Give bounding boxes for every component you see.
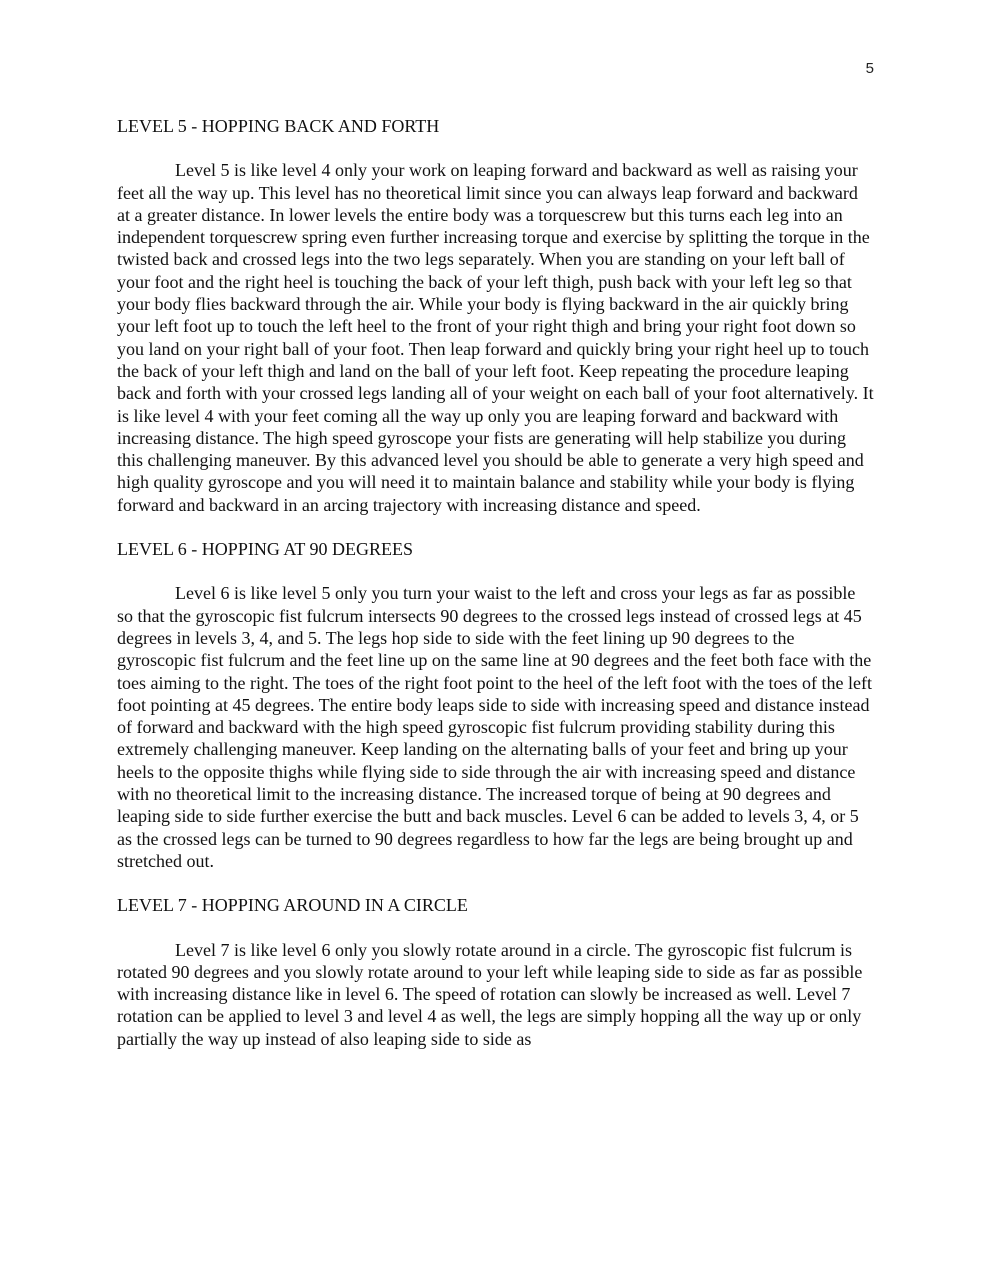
- section-heading-level-6: LEVEL 6 - HOPPING AT 90 DEGREES: [117, 539, 413, 560]
- paragraph-level-5: Level 5 is like level 4 only your work on leaping forward and backward as well as raising your feet all the way up. This level has no theoretical limit since you can always leap forward and backward at a greater distance. In lower levels the entire body was a torquescrew but this turns each leg into an independent torquescrew spring even further increasing torque and exercise by splitting the torque in the twisted back and crossed legs into the two legs separately. When you are standing on your left ball of your foot and the right heel is touching the back of your left thigh, push back with your left leg so that your body flies backward through the air. While your body is flying backward in the air quickly bring your left foot up to touch the left heel to the front of your right thigh and bring your right foot down so you land on your right ball of your foot. Then leap forward and quickly bring your right heel up to touch the back of your left thigh and land on the ball of your left foot. Keep repeating the procedure leaping back and forth with your crossed legs landing all of your weight on each ball of your foot alternatively. It is like level 4 with your feet coming all the way up only you are leaping forward and backward with increasing distance. The high speed gyroscope your fists are generating will help stabilize you during this challenging maneuver. By this advanced level you should be able to generate a very high speed and high quality gyroscope and you will need it to maintain balance and stability while your body is flying forward and backward in an arcing trajectory with increasing distance and speed.: [117, 160, 874, 515]
- paragraph-level-7: Level 7 is like level 6 only you slowly rotate around in a circle. The gyroscopic fist fulcrum is rotated 90 degrees and you slowly rotate around to your left while leaping side to side as far as possible with increasing distance like in level 6. The speed of rotation can slowly be increased as well. Level 7 rotation can be applied to level 3 and level 4 as well, the legs are simply hopping all the way up or only partially the way up instead of also leaping side to side as: [117, 939, 863, 1049]
- section-heading-level-5: LEVEL 5 - HOPPING BACK AND FORTH: [117, 116, 440, 136]
- page-number: 5: [865, 60, 874, 77]
- document-body: [117, 115, 874, 1072]
- section-level-6: [117, 538, 874, 872]
- section-heading-level-7: LEVEL 7 - HOPPING AROUND IN A CIRCLE: [117, 895, 468, 916]
- section-level-5: [117, 115, 874, 516]
- section-level-7: [117, 894, 874, 1050]
- paragraph-level-6: Level 6 is like level 5 only you turn your waist to the left and cross your legs as far as possible so that the gyroscopic fist fulcrum intersects 90 degrees to the crossed legs instead of crossed legs at 45 degrees in levels 3, 4, and 5. The legs hop side to side with the feet lining up 90 degrees to the gyroscopic fist fulcrum and the feet line up on the same line at 90 degrees and the feet both face with the toes aiming to the right. The toes of the right foot point to the heel of the left foot with the toes of the left foot pointing at 45 degrees. The entire body leaps side to side with increasing speed and distance instead of forward and backward with the high speed gyroscopic fist fulcrum providing stability during this extremely challenging maneuver. Keep landing on the alternating balls of your feet and bring up your heels to the opposite thighs while flying side to side through the air with increasing speed and distance with no theoretical limit to the increasing distance. The increased torque of being at 90 degrees and leaping side to side further exercise the butt and back muscles. Level 6 can be added to levels 3, 4, or 5 as the crossed legs can be turned to 90 degrees regardless to how far the legs are being brought up and stretched out.: [117, 583, 872, 871]
